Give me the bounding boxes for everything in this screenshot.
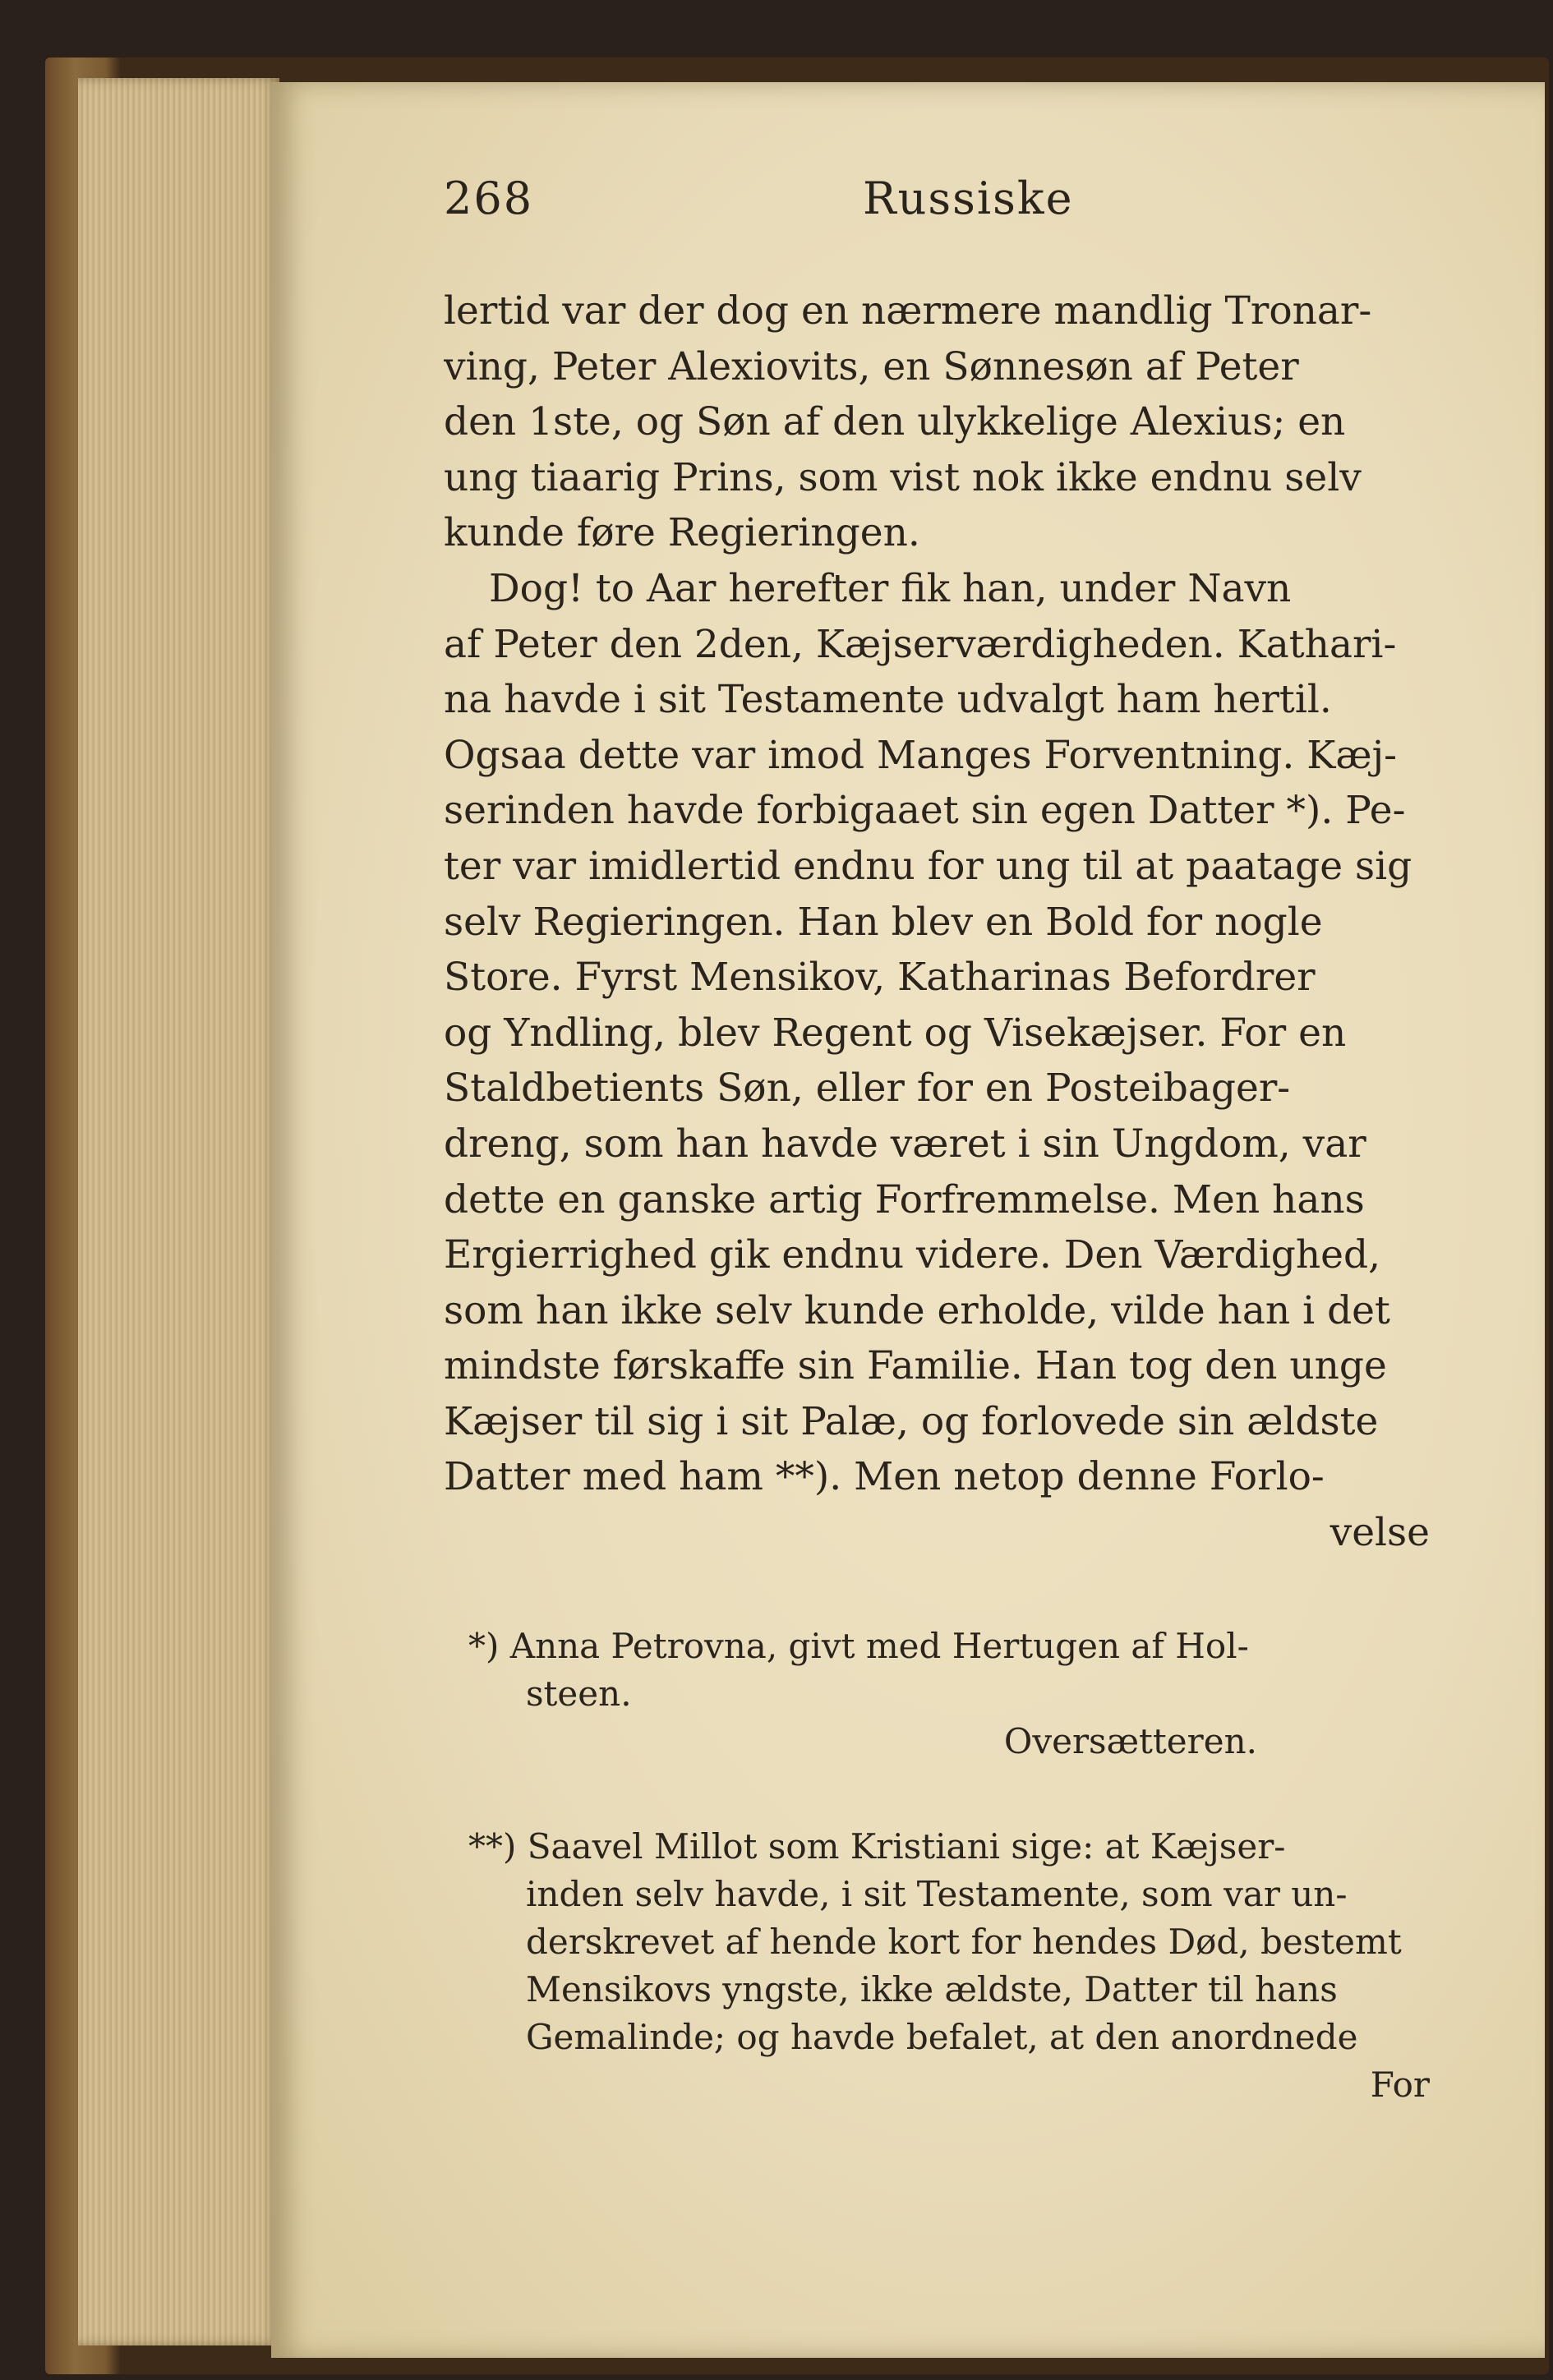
body-line: af Peter den 2den, Kæjserværdigheden. Kathari- bbox=[444, 621, 1397, 667]
footnote-catchword: For bbox=[1370, 2064, 1430, 2105]
catchword: velse bbox=[1329, 1510, 1430, 1556]
footnote-line: *) Anna Petrovna, givt med Hertugen af Hol- bbox=[468, 1625, 1249, 1666]
body-line: Staldbetients Søn, eller for en Posteibager- bbox=[444, 1066, 1291, 1112]
footnote-line: Mensikovs yngste, ikke ældste, Datter til hans bbox=[526, 1968, 1338, 2009]
body-text bbox=[444, 283, 1430, 1561]
body-line: ter var imidlertid endnu for ung til at paatage sig bbox=[444, 843, 1412, 889]
body-line: Ergierrighed gik endnu videre. Den Værdighed, bbox=[444, 1232, 1381, 1278]
footnote-line: derskrevet af hende kort for hendes Død, bestemt bbox=[526, 1921, 1402, 1962]
body-line: Kæjser til sig i sit Palæ, og forlovede sin ældste bbox=[444, 1398, 1379, 1444]
body-line: ving, Peter Alexiovits, en Sønnesøn af Peter bbox=[444, 343, 1299, 389]
body-line: serinden havde forbigaaet sin egen Datter *). Pe- bbox=[444, 788, 1406, 834]
body-line: dette en ganske artig Forfremmelse. Men hans bbox=[444, 1176, 1365, 1222]
footnote-line: **) Saavel Millot som Kristiani sige: at Kæjser- bbox=[468, 1825, 1286, 1867]
body-line: selv Regieringen. Han blev en Bold for nogle bbox=[444, 899, 1323, 945]
page-text bbox=[444, 173, 1430, 2109]
body-line: som han ikke selv kunde erholde, vilde han i det bbox=[444, 1287, 1390, 1333]
page-number: 268 bbox=[444, 173, 534, 224]
footnote-gap bbox=[444, 1765, 1430, 1823]
body-line: Ogsaa dette var imod Manges Forventning. Kæj- bbox=[444, 732, 1398, 778]
body-line: na havde i sit Testamente udvalgt ham hertil. bbox=[444, 677, 1332, 723]
body-line: den 1ste, og Søn af den ulykkelige Alexius; en bbox=[444, 399, 1346, 445]
body-line: Dog! to Aar herefter fik han, under Navn bbox=[489, 565, 1292, 611]
running-head: Russiske bbox=[863, 173, 1074, 224]
footnote-line: steen. bbox=[526, 1673, 632, 1714]
body-line: ung tiaarig Prins, som vist nok ikke endnu selv bbox=[444, 454, 1362, 500]
body-line: dreng, som han havde været i sin Ungdom, var bbox=[444, 1121, 1366, 1167]
page-header bbox=[444, 173, 1430, 238]
footnote-line: inden selv havde, i sit Testamente, som var un- bbox=[526, 1873, 1348, 1914]
body-line: Store. Fyrst Mensikov, Katharinas Befordrer bbox=[444, 955, 1316, 1001]
footnote-line: Gemalinde; og havde befalet, at den anordnede bbox=[526, 2016, 1358, 2057]
footnote-signature: Oversætteren. bbox=[1003, 1720, 1257, 1761]
footnotes bbox=[444, 1623, 1430, 2109]
body-line: og Yndling, blev Regent og Visekæjser. For en bbox=[444, 1010, 1347, 1056]
body-line: mindste førskaffe sin Familie. Han tog den unge bbox=[444, 1343, 1387, 1389]
body-line: Datter med ham **). Men netop denne Forlo- bbox=[444, 1454, 1325, 1500]
body-line: kunde føre Regieringen. bbox=[444, 510, 920, 556]
page-edges bbox=[78, 78, 279, 2345]
body-line: lertid var der dog en nærmere mandlig Tronar- bbox=[444, 288, 1372, 334]
